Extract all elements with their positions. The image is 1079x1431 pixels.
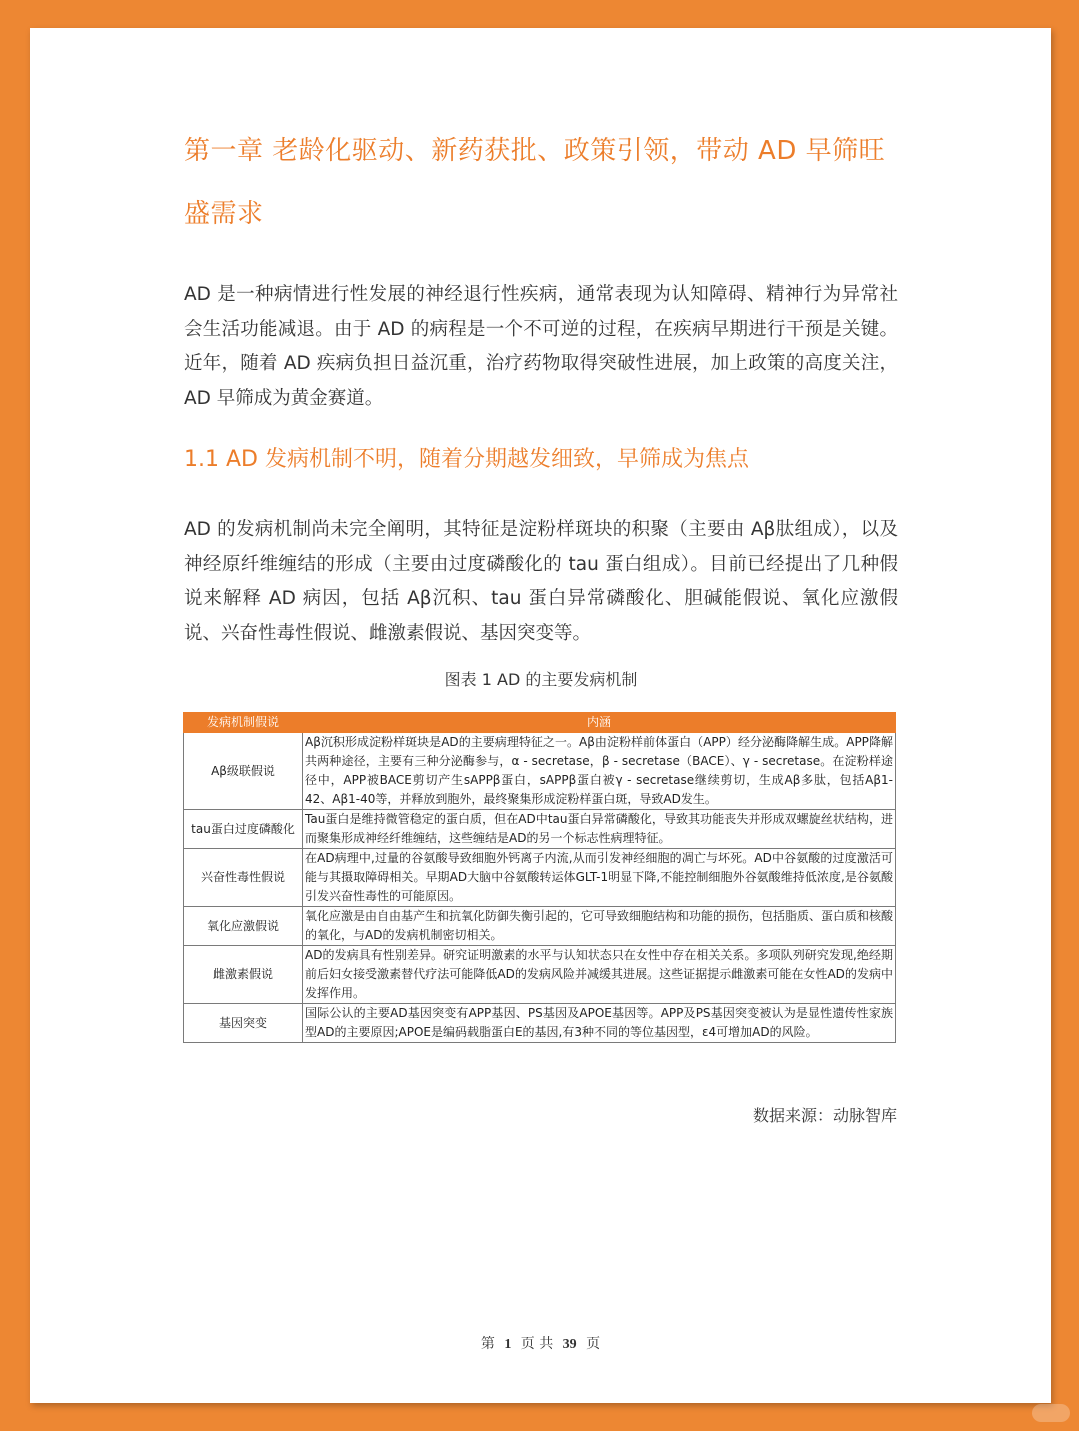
hypothesis-cell: 氧化应激假说 bbox=[184, 907, 303, 946]
footer-middle: 页 共 bbox=[520, 1336, 554, 1352]
hypothesis-cell: Aβ级联假说 bbox=[184, 733, 303, 810]
content-cell: 氧化应激是由自由基产生和抗氧化防御失衡引起的，它可导致细胞结构和功能的损伤，包括脂质、蛋白质和核酸的氧化，与AD的发病机制密切相关。 bbox=[303, 907, 896, 946]
footer-prefix: 第 bbox=[480, 1336, 495, 1352]
section-paragraph: AD 的发病机制尚未完全阐明，其特征是淀粉样斑块的积聚（主要由 Aβ肽组成），以及神经原纤维缠结的形成（主要由过度磷酸化的 tau 蛋白组成）。目前已经提出了几种假说来解释 AD 病因，包括 Aβ沉积、tau 蛋白异常磷酸化、胆碱能假说、氧化应激假说、兴奋性毒性假说、雌激素假说、基因突变等。 bbox=[184, 519, 898, 644]
header-content: 内涵 bbox=[303, 713, 896, 733]
content-cell: 国际公认的主要AD基因突变有APP基因、PS基因及APOE基因等。APP及PS基因突变被认为是显性遗传性家族型AD的主要原因;APOE是编码载脂蛋白E的基因,有3种不同的等位基因型，ε4可增加AD的风险。 bbox=[303, 1004, 896, 1043]
content-cell: AD的发病具有性别差异。研究证明激素的水平与认知状态只在女性中存在相关关系。多项队列研究发现,绝经期前后妇女接受激素替代疗法可能降低AD的发病风险并减缓其进展。这些证据提示雌激素可能在女性AD的发病中发挥作用。 bbox=[303, 946, 896, 1004]
content-cell: 在AD病理中,过量的谷氨酸导致细胞外钙离子内流,从而引发神经细胞的凋亡与坏死。AD中谷氨酸的过度激活可能与其摄取障碍相关。早期AD大脑中谷氨酸转运体GLT-1明显下降,不能控制细胞外谷氨酸维持低浓度,是谷氨酸引发兴奋性毒性的可能原因。 bbox=[303, 849, 896, 907]
table-row bbox=[184, 946, 896, 1004]
footer-suffix: 页 bbox=[586, 1336, 601, 1352]
table-row bbox=[184, 810, 896, 849]
table-header-row bbox=[184, 713, 896, 733]
table-row bbox=[184, 1004, 896, 1043]
chapter-title: 第一章 老龄化驱动、新药获批、政策引领，带动 AD 早筛旺盛需求 bbox=[184, 136, 886, 229]
figure-caption: 图表 1 AD 的主要发病机制 bbox=[444, 670, 638, 689]
table-row bbox=[184, 733, 896, 810]
hypothesis-cell: 雌激素假说 bbox=[184, 946, 303, 1004]
table-row bbox=[184, 849, 896, 907]
table-row bbox=[184, 907, 896, 946]
intro-paragraph: AD 是一种病情进行性发展的神经退行性疾病，通常表现为认知障碍、精神行为异常社会生活功能减退。由于 AD 的病程是一个不可逆的过程，在疾病早期进行干预是关键。近年，随着 AD 疾病负担日益沉重，治疗药物取得突破性进展，加上政策的高度关注，AD 早筛成为黄金赛道。 bbox=[184, 284, 898, 409]
content-cell: Tau蛋白是维持微管稳定的蛋白质，但在AD中tau蛋白异常磷酸化，导致其功能丧失并形成双螺旋丝状结构，进而聚集形成神经纤维缠结，这些缠结是AD的另一个标志性病理特征。 bbox=[303, 810, 896, 849]
hypothesis-cell: tau蛋白过度磷酸化 bbox=[184, 810, 303, 849]
content-cell: Aβ沉积形成淀粉样斑块是AD的主要病理特征之一。Aβ由淀粉样前体蛋白（APP）经分泌酶降解生成。APP降解共两种途径，主要有三种分泌酶参与，α - secretase，β - secretase（BACE）、γ - secretase。在淀粉样途径中，APP被BACE剪切产生sAPPβ蛋白，sAPPβ蛋白被γ - secretase继续剪切，生成Aβ多肽，包括Aβ1-42、Aβ1-40等，并释放到胞外，最终聚集形成淀粉样蛋白斑，导致AD发生。 bbox=[303, 733, 896, 810]
hypothesis-cell: 兴奋性毒性假说 bbox=[184, 849, 303, 907]
hypothesis-cell: 基因突变 bbox=[184, 1004, 303, 1043]
document-page bbox=[30, 28, 1051, 1403]
section-title: 1.1 AD 发病机制不明，随着分期越发细致，早筛成为焦点 bbox=[184, 447, 749, 472]
data-source: 数据来源：动脉智库 bbox=[752, 1106, 897, 1125]
footer-page-number: 1 bbox=[504, 1337, 512, 1352]
mechanism-table bbox=[183, 712, 896, 1043]
footer-total-pages: 39 bbox=[562, 1337, 577, 1352]
header-hypothesis: 发病机制假说 bbox=[184, 713, 303, 733]
watermark-logo bbox=[1032, 1404, 1070, 1422]
page-footer bbox=[30, 1333, 1051, 1356]
